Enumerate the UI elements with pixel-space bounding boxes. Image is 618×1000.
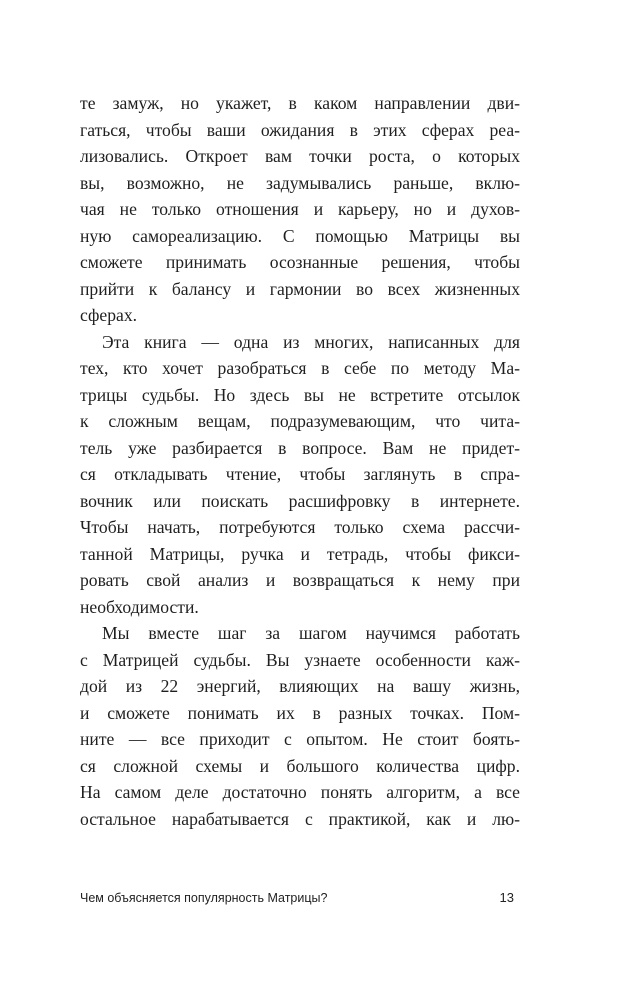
text-line: к сложным вещам, подразумевающим, что чита- xyxy=(80,411,520,431)
text-line: необходимости. xyxy=(80,596,199,617)
text-line: ся откладывать чтение, чтобы заглянуть в спра- xyxy=(80,464,520,484)
page-footer xyxy=(80,888,514,908)
text-line: ровать свой анализ и возвращаться к нему при xyxy=(80,570,520,590)
text-line: дой из 22 энергий, влияющих на вашу жизнь, xyxy=(80,676,520,696)
text-line: лизовались. Откроет вам точки роста, о которых xyxy=(80,146,520,166)
text-line: танной Матрицы, ручка и тетрадь, чтобы фикси- xyxy=(80,543,520,564)
text-line: остальное нарабатывается с практикой, как и лю- xyxy=(80,808,520,829)
text-line: ся сложной схемы и большого количества цифр. xyxy=(80,755,520,776)
text-line: ните — все приходит с опытом. Не стоит боять- xyxy=(80,729,520,749)
text-line: вочник или поискать расшифровку в интернете. xyxy=(80,490,520,511)
text-line: чая не только отношения и карьеру, но и духов- xyxy=(80,199,520,219)
text-line: На самом деле достаточно понять алгоритм, а все xyxy=(80,782,520,802)
text-line: те замуж, но укажет, в каком направлении дви- xyxy=(80,93,520,113)
text-line: прийти к балансу и гармонии во всех жизненных xyxy=(80,278,520,299)
text-line: сферах. xyxy=(80,305,138,325)
text-line: сможете принимать осознанные решения, чтобы xyxy=(80,252,520,272)
running-head: Чем объясняется популярность Матрицы? xyxy=(80,891,328,905)
text-line: гаться, чтобы ваши ожидания в этих сферах реа- xyxy=(80,119,520,140)
text-line: тех, кто хочет разобраться в себе по методу Ма- xyxy=(80,358,520,378)
text-line: с Матрицей судьбы. Вы узнаете особенности каж- xyxy=(80,649,520,670)
text-line: трицы судьбы. Но здесь вы не встретите отсылок xyxy=(80,384,520,405)
page-number: 13 xyxy=(499,890,514,905)
text-line: тель уже разбирается в вопросе. Вам не придет- xyxy=(80,437,520,458)
text-line: ную самореализацию. С помощью Матрицы вы xyxy=(80,225,520,246)
text-line: и сможете понимать их в разных точках. Пом- xyxy=(80,702,520,723)
text-line: Мы вместе шаг за шагом научимся работать xyxy=(102,623,520,643)
text-line: вы, возможно, не задумывались раньше, вклю- xyxy=(80,172,520,193)
body-text xyxy=(80,90,520,832)
text-line: Чтобы начать, потребуются только схема рассчи- xyxy=(80,517,520,537)
text-line: Эта книга — одна из многих, написанных для xyxy=(102,331,520,352)
